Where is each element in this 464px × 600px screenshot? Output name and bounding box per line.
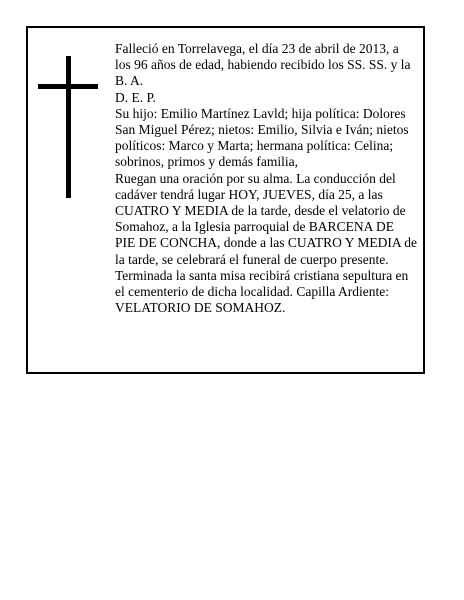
obituary-notice: [26, 26, 425, 374]
family-list: Su hijo: Emilio Martínez Lavld; hija política: Dolores San Miguel Pérez; nietos: Emilio, Silvia e Iván; nietos políticos: Marco y Marta; hermana política: Celina; sobrinos, primos y demás familia,: [115, 105, 409, 170]
latin-cross-icon: [38, 56, 98, 198]
obituary-text: [115, 41, 417, 316]
death-announcement: Falleció en Torrelavega, el día 23 de abril de 2013, a los 96 años de edad, habiendo recibido los SS. SS. y la B. A.: [115, 41, 411, 89]
cross-vertical-bar: [66, 56, 71, 198]
rest-in-peace: D. E. P.: [115, 89, 156, 105]
funeral-details: Ruegan una oración por su alma. La conducción del cadáver tendrá lugar HOY, JUEVES, día 25, a las CUATRO Y MEDIA de la tarde, desde el velatorio de Somahoz, a la Iglesia parroquial de BARCENA DE PIE DE CONCHA, donde a las CUATRO Y MEDIA de la tarde, se celebrará el funeral de cuerpo presente.: [115, 170, 417, 267]
burial-details: Terminada la santa misa recibirá cristiana sepultura en el cementerio de dicha localidad. Capilla Ardiente: VELATORIO DE SOMAHOZ.: [115, 267, 409, 316]
cross-horizontal-bar: [38, 84, 98, 89]
